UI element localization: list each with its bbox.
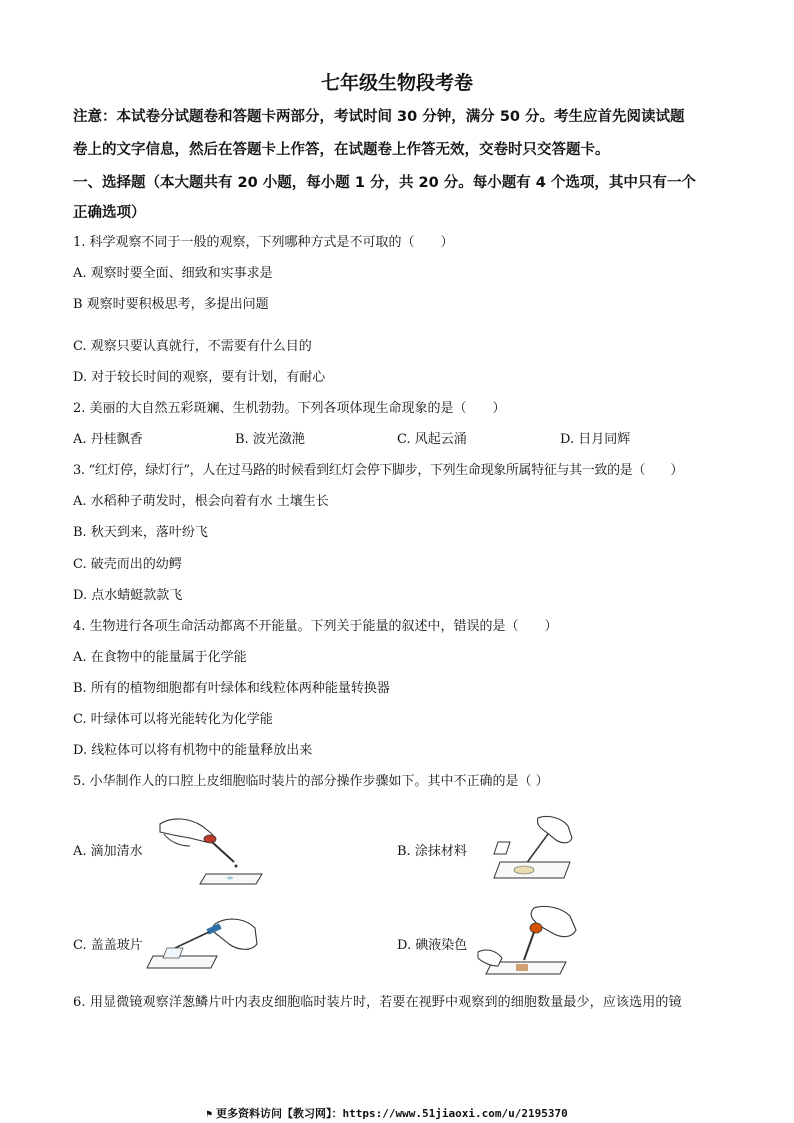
q3-stem: 3. “红灯停，绿灯行”，人在过马路的时候看到红灯会停下脚步，下列生命现象所属特征与其一致的是（ ）	[73, 463, 683, 478]
section-heading-line-2: 正确选项）	[73, 205, 146, 221]
q1-option-a: A. 观察时要全面、细致和实事求是	[73, 266, 273, 281]
q3-option-b: B. 秋天到来，落叶纷飞	[73, 525, 208, 540]
flag-icon: ⚑	[206, 1109, 213, 1120]
q5-option-c: C. 盖盖玻片	[73, 938, 143, 953]
q1-stem: 1. 科学观察不同于一般的观察，下列哪种方式是不可取的（ ）	[73, 235, 454, 250]
footer-link[interactable]	[206, 1105, 568, 1121]
q4-option-c: C. 叶绿体可以将光能转化为化学能	[73, 712, 273, 727]
q1-option-b: B 观察时要积极思考，多提出问题	[73, 297, 269, 312]
notice-line-1: 注意：本试卷分试题卷和答题卡两部分，考试时间 30 分钟，满分 50 分。考生应首先阅读试题	[73, 109, 685, 125]
q2-option-a: A. 丹桂飘香	[73, 432, 143, 447]
q2-option-b: B. 波光潋滟	[235, 432, 305, 447]
smearing-material-illustration	[490, 812, 580, 890]
q2-options	[0, 431, 794, 449]
q1-option-d: D. 对于较长时间的观察，要有计划，有耐心	[73, 370, 326, 385]
footer-text: 更多资料访问【教习网】：https://www.51jiaoxi.com/u/2195370	[216, 1107, 568, 1120]
q4-option-a: A. 在食物中的能量属于化学能	[73, 650, 247, 665]
covering-coverslip-illustration	[145, 904, 265, 976]
q1-option-c: C. 观察只要认真就行，不需要有什么目的	[73, 339, 312, 354]
notice-line-2: 卷上的文字信息，然后在答题卡上作答，在试题卷上作答无效，交卷时只交答题卡。	[73, 142, 610, 158]
q4-stem: 4. 生物进行各项生命活动都离不开能量。下列关于能量的叙述中，错误的是（ ）	[73, 619, 558, 634]
q4-option-b: B. 所有的植物细胞都有叶绿体和线粒体两种能量转换器	[73, 681, 390, 696]
page-title: 七年级生物段考卷	[320, 72, 473, 94]
q5-option-a: A. 滴加清水	[73, 844, 143, 859]
section-heading-line-1: 一、选择题（本大题共有 20 小题，每小题 1 分，共 20 分。每小题有 4 个选项，其中只有一个	[73, 175, 696, 191]
q6-stem: 6. 用显微镜观察洋葱鳞片叶内表皮细胞临时装片时，若要在视野中观察到的细胞数量最少，应该选用的镜	[73, 995, 682, 1010]
q2-stem: 2. 美丽的大自然五彩斑斓、生机勃勃。下列各项体现生命现象的是（ ）	[73, 401, 506, 416]
dropper-adding-water-illustration	[150, 812, 270, 890]
q3-option-a: A. 水稻种子萌发时，根会向着有水 土壤生长	[73, 494, 329, 509]
q5-stem: 5. 小华制作人的口腔上皮细胞临时装片的部分操作步骤如下。其中不正确的是（ ）	[73, 774, 549, 789]
q5-option-b: B. 涂抹材料	[397, 844, 467, 859]
q3-option-c: C. 破壳而出的幼鳄	[73, 557, 182, 572]
q3-option-d: D. 点水蜻蜓款款飞	[73, 588, 183, 603]
q5-option-d: D. 碘液染色	[397, 938, 468, 953]
iodine-staining-illustration	[476, 904, 586, 980]
q2-option-d: D. 日月同辉	[560, 432, 631, 447]
q4-option-d: D. 线粒体可以将有机物中的能量释放出来	[73, 743, 313, 758]
q2-option-c: C. 风起云涌	[397, 432, 467, 447]
